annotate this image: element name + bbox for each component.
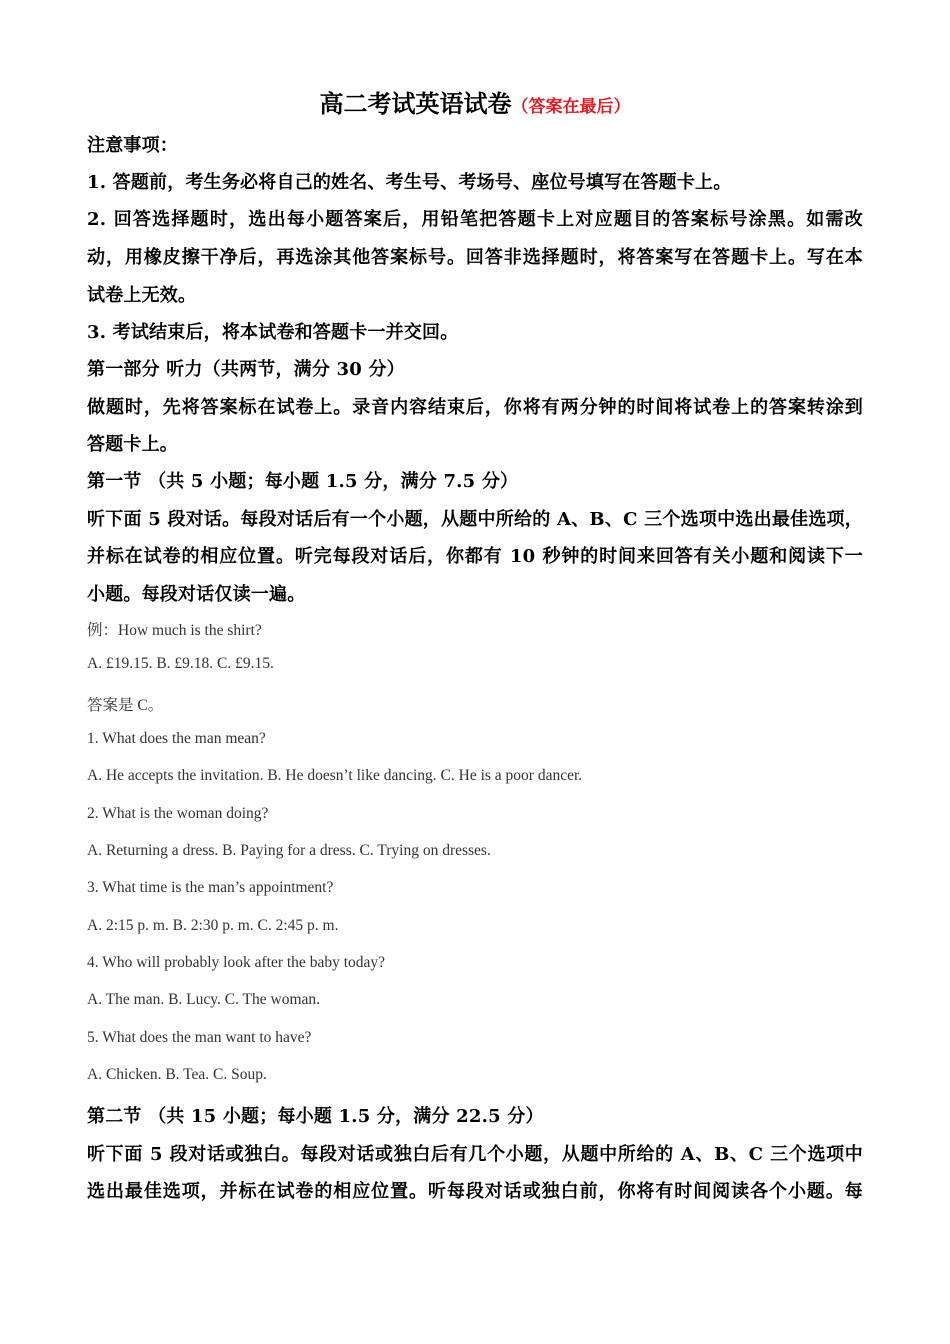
section2-intro-line-1: 听下面 5 段对话或独白。每段对话或独白后有几个小题，从题中所给的 A、B、C 三个选项中 bbox=[87, 1144, 863, 1165]
example-question: 例：How much is the shirt? bbox=[87, 622, 262, 639]
page-title bbox=[0, 84, 950, 119]
part1-intro-line-2: 答题卡上。 bbox=[87, 434, 178, 455]
question-4-options: A. The man. B. Lucy. C. The woman. bbox=[87, 991, 321, 1008]
notice-heading: 注意事项： bbox=[87, 135, 178, 156]
question-5: 5. What does the man want to have? bbox=[87, 1029, 312, 1046]
question-5-options: A. Chicken. B. Tea. C. Soup. bbox=[87, 1066, 267, 1083]
section2-heading: 第二节 （共 15 小题；每小题 1.5 分，满分 22.5 分） bbox=[87, 1106, 544, 1127]
part1-intro-line-1: 做题时，先将答案标在试卷上。录音内容结束后，你将有两分钟的时间将试卷上的答案转涂到 bbox=[87, 397, 863, 418]
example-answer: 答案是 C。 bbox=[87, 697, 164, 714]
notice-item-3: 3. 考试结束后，将本试卷和答题卡一并交回。 bbox=[87, 322, 459, 343]
section1-intro-line-1: 听下面 5 段对话。每段对话后有一个小题，从题中所给的 A、B、C 三个选项中选出最佳选项， bbox=[87, 509, 863, 530]
question-3-options: A. 2:15 p. m. B. 2:30 p. m. C. 2:45 p. m. bbox=[87, 917, 339, 934]
section2-intro-line-2: 选出最佳选项，并标在试卷的相应位置。听每段对话或独白前，你将有时间阅读各个小题。每 bbox=[87, 1181, 863, 1202]
question-4: 4. Who will probably look after the baby today? bbox=[87, 954, 386, 971]
title-main: 高二考试英语试卷 bbox=[319, 89, 512, 118]
notice-item-2-line-2: 动，用橡皮擦干净后，再选涂其他答案标号。回答非选择题时，将答案写在答题卡上。写在本 bbox=[87, 247, 863, 268]
section1-intro-line-3: 小题。每段对话仅读一遍。 bbox=[87, 584, 306, 605]
part1-heading: 第一部分 听力（共两节，满分 30 分） bbox=[87, 359, 405, 380]
question-1: 1. What does the man mean? bbox=[87, 730, 266, 747]
notice-item-1: 1. 答题前，考生务必将自己的姓名、考生号、考场号、座位号填写在答题卡上。 bbox=[87, 172, 732, 193]
example-options: A. £19.15. B. £9.18. C. £9.15. bbox=[87, 655, 274, 672]
section1-intro-line-2: 并标在试卷的相应位置。听完每段对话后，你都有 10 秒钟的时间来回答有关小题和阅读下一 bbox=[87, 546, 863, 567]
notice-item-2-line-1: 2. 回答选择题时，选出每小题答案后，用铅笔把答题卡上对应题目的答案标号涂黑。如需改 bbox=[87, 209, 863, 230]
question-3: 3. What time is the man’s appointment? bbox=[87, 879, 334, 896]
section1-heading: 第一节 （共 5 小题；每小题 1.5 分，满分 7.5 分） bbox=[87, 471, 519, 492]
question-1-options: A. He accepts the invitation. B. He doesn’t like dancing. C. He is a poor dancer. bbox=[87, 767, 583, 784]
question-2: 2. What is the woman doing? bbox=[87, 805, 269, 822]
question-2-options: A. Returning a dress. B. Paying for a dress. C. Trying on dresses. bbox=[87, 842, 491, 859]
title-answer-note: （答案在最后） bbox=[511, 97, 631, 117]
notice-item-2-line-3: 试卷上无效。 bbox=[87, 285, 197, 306]
